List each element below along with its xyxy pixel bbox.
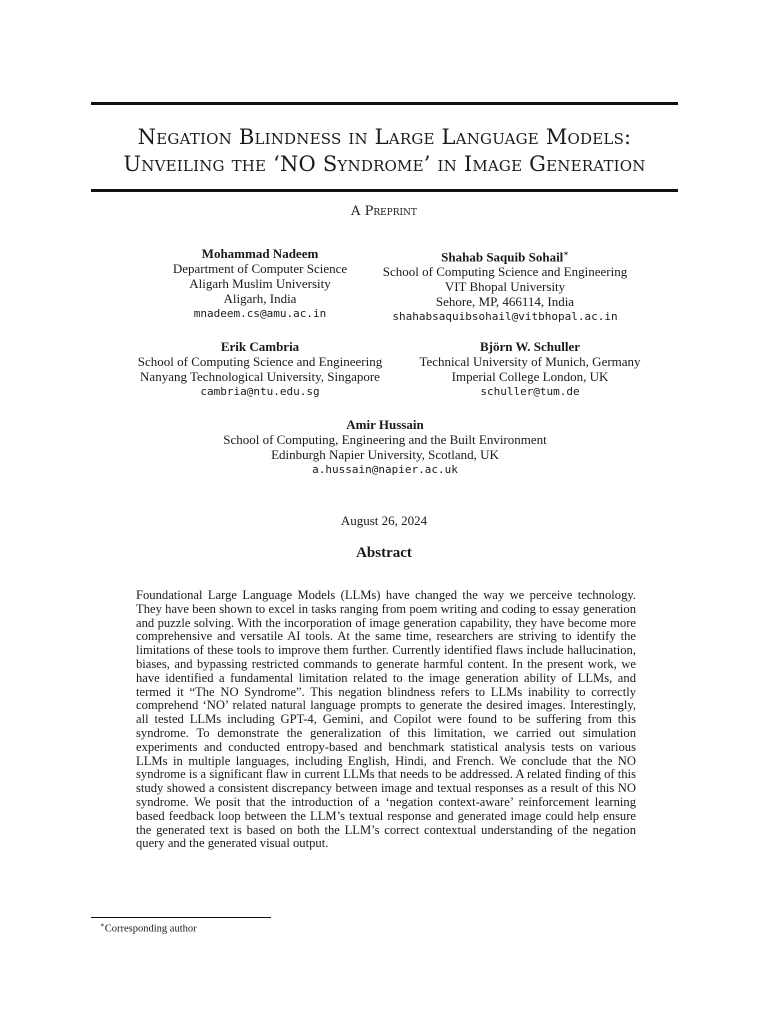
title-top-rule: [91, 102, 678, 105]
footnote-text: Corresponding author: [104, 923, 197, 935]
author-affiliation: Imperial College London, UK: [451, 369, 609, 384]
author-affiliation: Nanyang Technological University, Singapore: [140, 369, 380, 384]
abstract-text: Foundational Large Language Models (LLMs) have changed the way we perceive technology. They have been shown to excel in tasks ranging from poem writing and coding to essay generation and puzzle solving. With the incorporation of image generation capability, they have become more comprehensive and versatile AI tools. At the same time, researchers are striving to identify the limitations of these tools to improve them further. Currently identified flaws include hallucination, biases, and bypassing restricted commands to generate harmful content. In the present work, we have identified a fundamental limitation related to the image generation ability of LLMs, and termed it “The NO Syndrome”. This negation blindness refers to LLMs inability to correctly comprehend ‘NO’ related natural language prompts to generate the desired images. Interestingly, all tested LLMs including GPT-4, Gemini, and Copilot were found to be suffering from this syndrome. To demonstrate the generalization of this limitation, we carried out simulation experiments and conducted entropy-based and benchmark statistical analysis tests on various LLMs in multiple languages, including English, Hindi, and French. We conclude that the NO syndrome is a significant flaw in current LLMs that needs to be addressed. A related finding of this study showed a consistent discrepancy between image and textual responses as a result of this NO syndrome. We posit that the introduction of a ‘negation context-aware’ reinforcement learning based feedback loop between the LLM’s textual response and generated image could help ensure the generated text is based on both the LLM’s correct contextual understanding of the negation query and the generated visual output.: [136, 588, 636, 851]
author-email[interactable]: cambria@ntu.edu.sg: [200, 385, 320, 398]
author-name: Amir Hussain: [346, 417, 424, 432]
author-email[interactable]: shahabsaquibsohail@vitbhopal.ac.in: [392, 310, 618, 324]
author-email[interactable]: schuller@tum.de: [480, 385, 580, 398]
author-name: Björn W. Schuller: [479, 339, 581, 354]
author-affiliation: School of Computing Science and Engineering: [137, 354, 383, 369]
preprint-label: A Preprint: [351, 204, 417, 219]
author-block: [190, 417, 580, 477]
author-affiliation: Aligarh, India: [223, 291, 297, 306]
author-affiliation: Sehore, MP, 466114, India: [435, 294, 575, 310]
footnote: [100, 921, 197, 935]
abstract-heading: Abstract: [356, 545, 412, 561]
author-affiliation: Technical University of Munich, Germany: [419, 354, 641, 369]
author-affiliation: Department of Computer Science: [172, 261, 348, 276]
footnote-rule: [91, 917, 271, 918]
author-name: Mohammad Nadeem: [201, 246, 319, 261]
author-affiliation: VIT Bhopal University: [444, 279, 566, 295]
paper-title-line-1: Negation Blindness in Large Language Models:: [137, 125, 632, 149]
paper-title-line-2: Unveiling the ‘NO Syndrome’ in Image Generation: [123, 152, 646, 176]
author-block: [360, 246, 650, 324]
author-block: [105, 339, 415, 399]
footnote-marker: ∗: [100, 921, 105, 929]
author-block: [400, 339, 660, 399]
publication-date: August 26, 2024: [340, 513, 428, 528]
author-affiliation: Edinburgh Napier University, Scotland, UK: [271, 447, 499, 462]
author-email[interactable]: mnadeem.cs@amu.ac.in: [193, 307, 327, 320]
author-name: Shahab Saquib Sohail∗: [441, 249, 569, 265]
author-affiliation: School of Computing Science and Engineering: [382, 264, 628, 280]
author-affiliation: School of Computing, Engineering and the Built Environment: [223, 432, 547, 447]
corresponding-author-marker: ∗: [563, 249, 569, 258]
title-bottom-rule: [91, 189, 678, 192]
author-affiliation: Aligarh Muslim University: [189, 276, 331, 291]
author-email[interactable]: a.hussain@napier.ac.uk: [312, 463, 458, 476]
author-name: Erik Cambria: [220, 339, 300, 354]
